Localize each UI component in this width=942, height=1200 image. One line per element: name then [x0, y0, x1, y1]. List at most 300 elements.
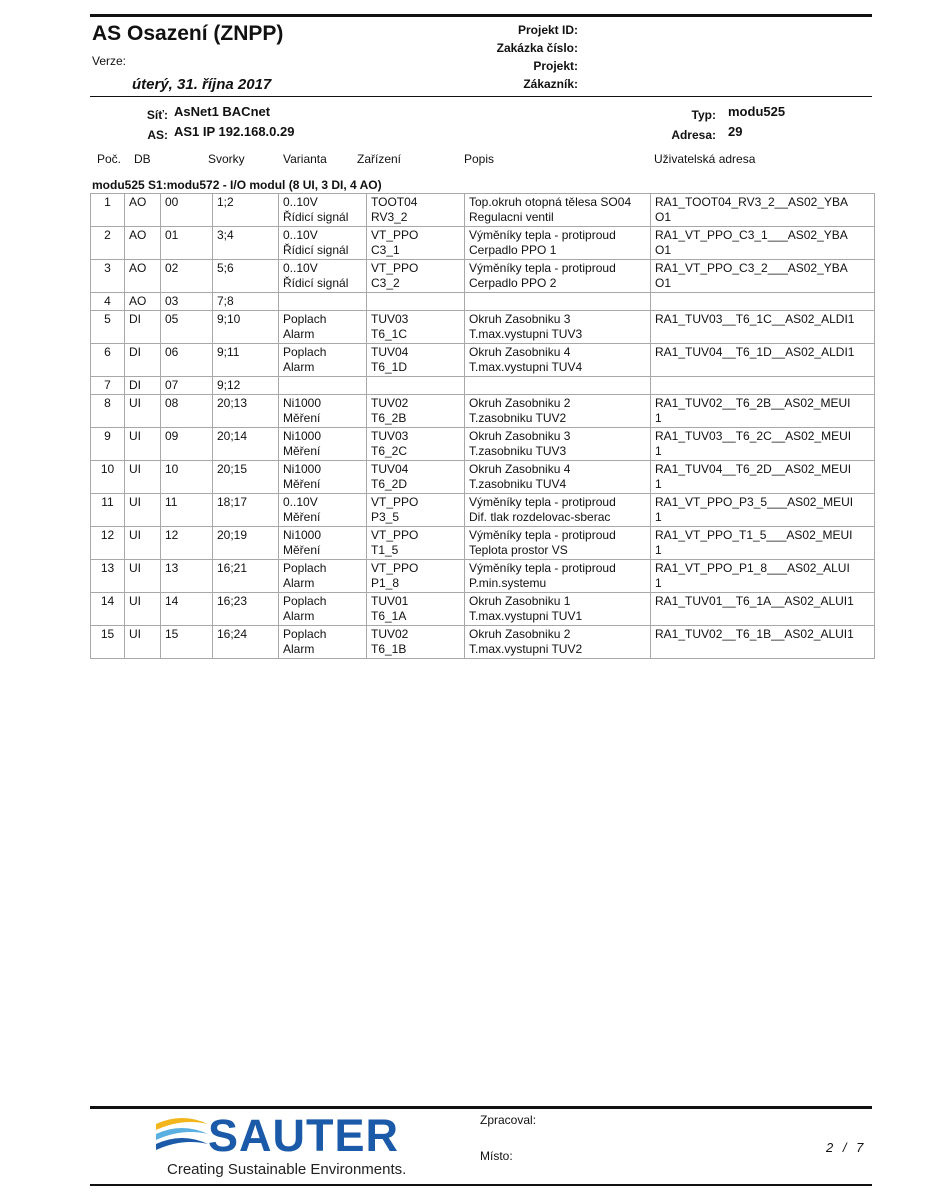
table-row — [91, 377, 875, 395]
cell-svorky-line: 1;2 — [217, 195, 234, 209]
cell-uzivatelska-adresa-line: O1 — [655, 276, 672, 290]
cell-db-line: 11 — [165, 495, 178, 509]
col-header-svorky: Svorky — [208, 152, 245, 166]
cell-uzivatelska-adresa-line: RA1_TUV04__T6_2D__AS02_MEUI — [655, 462, 852, 476]
cell-popis — [465, 461, 651, 494]
cell-zarizeni-line: T6_1B — [371, 642, 407, 656]
cell-popis — [465, 395, 651, 428]
cell-varianta-line: 0..10V — [283, 228, 318, 242]
typ-label: Typ: — [691, 108, 716, 122]
cell-uzivatelska-adresa-line: RA1_TOOT04_RV3_2__AS02_YBA — [655, 195, 849, 209]
cell-db-type-line: AO — [129, 261, 147, 275]
as-value: AS1 IP 192.168.0.29 — [174, 124, 295, 139]
cell-db-type-line: UI — [129, 627, 141, 641]
cell-varianta-line: Ni1000 — [283, 528, 322, 542]
cell-svorky — [213, 560, 279, 593]
cell-db-type — [125, 626, 161, 659]
cell-svorky-line: 9;12 — [217, 378, 241, 392]
cell-poc — [91, 593, 125, 626]
cell-popis-line: Cerpadlo PPO 1 — [469, 243, 557, 257]
cell-popis — [465, 293, 651, 311]
cell-db-type — [125, 461, 161, 494]
table-row — [91, 194, 875, 227]
cell-zarizeni — [367, 194, 465, 227]
cell-poc-line: 4 — [104, 294, 111, 308]
cell-varianta — [279, 461, 367, 494]
cell-popis-line: T.max.vystupni TUV1 — [469, 609, 583, 623]
cell-poc-line: 14 — [100, 594, 115, 608]
cell-svorky-line: 16;21 — [217, 561, 248, 575]
cell-poc — [91, 626, 125, 659]
cell-db-line: 07 — [165, 378, 179, 392]
cell-zarizeni — [367, 527, 465, 560]
cell-svorky-line: 7;8 — [217, 294, 234, 308]
cell-uzivatelska-adresa — [651, 293, 875, 311]
cell-poc-line: 9 — [104, 429, 111, 443]
cell-popis — [465, 494, 651, 527]
cell-uzivatelska-adresa — [651, 344, 875, 377]
cell-zarizeni-line: TUV04 — [371, 345, 409, 359]
cell-svorky-line: 20;15 — [217, 462, 248, 476]
cell-zarizeni-line: VT_PPO — [371, 261, 419, 275]
cell-uzivatelska-adresa — [651, 260, 875, 293]
cell-poc — [91, 293, 125, 311]
cell-popis-line: Teplota prostor VS — [469, 543, 568, 557]
cell-poc-line: 1 — [104, 195, 111, 209]
cell-db-type — [125, 593, 161, 626]
cell-varianta — [279, 344, 367, 377]
table-row — [91, 344, 875, 377]
cell-popis-line: T.max.vystupni TUV2 — [469, 642, 583, 656]
footer-bottom-rule — [90, 1184, 872, 1186]
cell-zarizeni-line: TOOT04 — [371, 195, 418, 209]
table-row — [91, 626, 875, 659]
cell-zarizeni-line: T6_2B — [371, 411, 407, 425]
cell-zarizeni — [367, 560, 465, 593]
cell-poc — [91, 344, 125, 377]
cell-poc — [91, 461, 125, 494]
col-header-poc: Poč. — [97, 152, 122, 166]
report-date: úterý, 31. října 2017 — [132, 76, 272, 93]
table-row — [91, 494, 875, 527]
table-row — [91, 395, 875, 428]
cell-svorky-line: 18;17 — [217, 495, 248, 509]
cell-uzivatelska-adresa-line: 1 — [655, 477, 662, 491]
cell-svorky-line: 9;10 — [217, 312, 241, 326]
zakaznik-label: Zákazník: — [523, 77, 578, 91]
cell-zarizeni-line: TUV03 — [371, 312, 409, 326]
cell-db-type — [125, 293, 161, 311]
cell-poc-line: 6 — [104, 345, 111, 359]
cell-db-type — [125, 311, 161, 344]
cell-varianta-line: Alarm — [283, 642, 315, 656]
adresa-label: Adresa: — [671, 128, 716, 142]
cell-popis — [465, 527, 651, 560]
cell-poc-line: 15 — [100, 627, 115, 641]
cell-uzivatelska-adresa-line: O1 — [655, 210, 672, 224]
header-bottom-rule — [90, 96, 872, 97]
cell-poc — [91, 377, 125, 395]
table-row — [91, 461, 875, 494]
cell-zarizeni — [367, 227, 465, 260]
cell-popis-line: Okruh Zasobniku 4 — [469, 345, 571, 359]
table-row — [91, 560, 875, 593]
cell-db — [161, 377, 213, 395]
cell-zarizeni — [367, 293, 465, 311]
cell-db-line: 08 — [165, 396, 179, 410]
cell-varianta-line: Měření — [283, 510, 321, 524]
cell-db-type — [125, 494, 161, 527]
cell-uzivatelska-adresa — [651, 461, 875, 494]
section-title: modu525 S1:modu572 - I/O modul (8 UI, 3 DI, 4 AO) — [92, 178, 382, 192]
cell-uzivatelska-adresa-line: RA1_TUV03__T6_1C__AS02_ALDI1 — [655, 312, 855, 326]
col-header-popis: Popis — [464, 152, 495, 166]
cell-db-line: 10 — [165, 462, 179, 476]
cell-db-type-line: AO — [129, 294, 147, 308]
table-row — [91, 293, 875, 311]
cell-db — [161, 428, 213, 461]
cell-varianta-line: Poplach — [283, 627, 327, 641]
cell-db-type-line: UI — [129, 495, 141, 509]
typ-value: modu525 — [728, 104, 786, 119]
cell-db — [161, 395, 213, 428]
slogan-text: Creating Sustainable Environments. — [167, 1161, 407, 1178]
cell-zarizeni — [367, 311, 465, 344]
cell-popis-line: T.max.vystupni TUV4 — [469, 360, 583, 374]
cell-varianta-line: Ni1000 — [283, 396, 322, 410]
cell-varianta-line: Měření — [283, 543, 321, 557]
cell-poc-line: 12 — [100, 528, 115, 542]
zpracoval-label: Zpracoval: — [480, 1113, 537, 1127]
cell-zarizeni — [367, 377, 465, 395]
cell-svorky-line: 20;14 — [217, 429, 248, 443]
cell-db — [161, 527, 213, 560]
table-row — [91, 593, 875, 626]
cell-db-type — [125, 377, 161, 395]
cell-db-type-line: UI — [129, 594, 141, 608]
cell-db-line: 00 — [165, 195, 179, 209]
cell-db — [161, 560, 213, 593]
cell-poc-line: 2 — [104, 228, 111, 242]
cell-popis-line: Výměníky tepla - protiproud — [469, 228, 616, 242]
cell-db — [161, 593, 213, 626]
col-header-db: DB — [134, 152, 151, 166]
cell-uzivatelska-adresa-line: RA1_TUV01__T6_1A__AS02_ALUI1 — [655, 594, 854, 608]
cell-zarizeni-line: RV3_2 — [371, 210, 408, 224]
cell-uzivatelska-adresa — [651, 194, 875, 227]
cell-popis — [465, 311, 651, 344]
cell-popis — [465, 593, 651, 626]
cell-db-line: 06 — [165, 345, 179, 359]
cell-uzivatelska-adresa-line: RA1_VT_PPO_P3_5___AS02_MEUI — [655, 495, 854, 509]
cell-zarizeni-line: T6_1D — [371, 360, 408, 374]
cell-svorky — [213, 626, 279, 659]
cell-popis — [465, 428, 651, 461]
cell-poc — [91, 494, 125, 527]
cell-popis-line: Cerpadlo PPO 2 — [469, 276, 557, 290]
cell-poc-line: 11 — [101, 495, 114, 509]
cell-uzivatelska-adresa — [651, 227, 875, 260]
cell-db-type-line: UI — [129, 462, 141, 476]
cell-db-type — [125, 527, 161, 560]
cell-poc — [91, 428, 125, 461]
cell-uzivatelska-adresa — [651, 593, 875, 626]
cell-varianta — [279, 395, 367, 428]
cell-varianta — [279, 626, 367, 659]
cell-varianta-line: Poplach — [283, 561, 327, 575]
cell-db-line: 13 — [165, 561, 179, 575]
sauter-swoosh-icon — [152, 1114, 212, 1158]
cell-popis-line: Dif. tlak rozdelovac-sberac — [469, 510, 611, 524]
cell-poc — [91, 227, 125, 260]
cell-db — [161, 494, 213, 527]
cell-zarizeni — [367, 260, 465, 293]
cell-popis — [465, 560, 651, 593]
cell-svorky — [213, 527, 279, 560]
sauter-logo-text: SAUTER — [208, 1110, 400, 1161]
cell-svorky — [213, 377, 279, 395]
sit-value: AsNet1 BACnet — [174, 104, 271, 119]
cell-uzivatelska-adresa — [651, 560, 875, 593]
cell-popis-line: Okruh Zasobniku 2 — [469, 396, 571, 410]
as-label: AS: — [147, 128, 168, 142]
cell-uzivatelska-adresa-line: 1 — [655, 411, 662, 425]
cell-svorky-line: 9;11 — [217, 345, 240, 359]
cell-db-line: 09 — [165, 429, 179, 443]
cell-popis-line: T.zasobniku TUV3 — [469, 444, 567, 458]
cell-db — [161, 311, 213, 344]
cell-uzivatelska-adresa-line: RA1_TUV02__T6_1B__AS02_ALUI1 — [655, 627, 854, 641]
cell-uzivatelska-adresa-line: RA1_TUV04__T6_1D__AS02_ALDI1 — [655, 345, 855, 359]
table-row — [91, 260, 875, 293]
cell-svorky — [213, 194, 279, 227]
sit-label: Síť: — [146, 108, 168, 122]
cell-poc — [91, 311, 125, 344]
footer-top-rule — [90, 1106, 872, 1109]
cell-uzivatelska-adresa — [651, 527, 875, 560]
page-number: 2 / 7 — [826, 1140, 867, 1155]
cell-varianta-line: Alarm — [283, 609, 315, 623]
cell-db — [161, 626, 213, 659]
cell-popis — [465, 227, 651, 260]
cell-popis — [465, 377, 651, 395]
cell-varianta — [279, 428, 367, 461]
cell-poc-line: 7 — [104, 378, 111, 392]
cell-db-line: 15 — [165, 627, 179, 641]
table-row — [91, 311, 875, 344]
cell-varianta-line: 0..10V — [283, 195, 318, 209]
cell-uzivatelska-adresa-line: 1 — [655, 543, 662, 557]
cell-db-line: 03 — [165, 294, 179, 308]
cell-poc-line: 5 — [104, 312, 111, 326]
cell-db-line: 02 — [165, 261, 179, 275]
cell-popis-line: Okruh Zasobniku 4 — [469, 462, 571, 476]
cell-db-type-line: AO — [129, 195, 147, 209]
cell-varianta-line: Ni1000 — [283, 462, 322, 476]
cell-zarizeni — [367, 428, 465, 461]
cell-varianta-line: Řídicí signál — [283, 210, 349, 224]
cell-db-type — [125, 344, 161, 377]
projekt-label: Projekt: — [533, 59, 578, 73]
cell-zarizeni — [367, 593, 465, 626]
cell-db-type-line: AO — [129, 228, 147, 242]
cell-uzivatelska-adresa-line: RA1_TUV02__T6_2B__AS02_MEUI — [655, 396, 851, 410]
cell-varianta — [279, 377, 367, 395]
cell-svorky-line: 20;13 — [217, 396, 248, 410]
cell-db-type-line: UI — [129, 528, 141, 542]
cell-varianta-line: Alarm — [283, 576, 315, 590]
col-header-zarizeni: Zařízení — [357, 152, 402, 166]
cell-uzivatelska-adresa — [651, 626, 875, 659]
cell-varianta-line: Poplach — [283, 345, 327, 359]
cell-svorky — [213, 494, 279, 527]
cell-varianta-line: Poplach — [283, 594, 327, 608]
cell-zarizeni-line: T6_1C — [371, 327, 408, 341]
page-title: AS Osazení (ZNPP) — [92, 22, 284, 45]
cell-poc — [91, 260, 125, 293]
cell-svorky — [213, 260, 279, 293]
cell-varianta-line: 0..10V — [283, 495, 318, 509]
cell-zarizeni-line: VT_PPO — [371, 495, 419, 509]
cell-popis-line: Okruh Zasobniku 3 — [469, 312, 571, 326]
cell-varianta-line: 0..10V — [283, 261, 318, 275]
projekt-id-label: Projekt ID: — [517, 23, 578, 37]
cell-db-line: 01 — [165, 228, 179, 242]
cell-uzivatelska-adresa — [651, 395, 875, 428]
cell-db-type — [125, 194, 161, 227]
table-row — [91, 227, 875, 260]
cell-popis — [465, 260, 651, 293]
cell-db — [161, 344, 213, 377]
cell-uzivatelska-adresa — [651, 494, 875, 527]
cell-varianta-line: Řídicí signál — [283, 276, 349, 290]
zakazka-label: Zakázka číslo: — [496, 41, 578, 55]
cell-zarizeni-line: VT_PPO — [371, 228, 419, 242]
cell-varianta-line: Měření — [283, 477, 321, 491]
cell-varianta-line: Měření — [283, 444, 321, 458]
cell-popis — [465, 344, 651, 377]
cell-uzivatelska-adresa — [651, 311, 875, 344]
cell-db-type — [125, 560, 161, 593]
cell-poc-line: 13 — [100, 561, 115, 575]
cell-zarizeni-line: TUV04 — [371, 462, 409, 476]
cell-svorky-line: 20;19 — [217, 528, 248, 542]
cell-varianta — [279, 494, 367, 527]
cell-zarizeni-line: T6_1A — [371, 609, 407, 623]
cell-uzivatelska-adresa — [651, 428, 875, 461]
cell-poc-line: 10 — [100, 462, 115, 476]
cell-db-type-line: DI — [129, 378, 141, 392]
cell-db — [161, 227, 213, 260]
cell-zarizeni-line: P3_5 — [371, 510, 400, 524]
cell-uzivatelska-adresa-line: 1 — [655, 510, 662, 524]
cell-zarizeni — [367, 395, 465, 428]
cell-db-type-line: DI — [129, 312, 141, 326]
cell-varianta — [279, 593, 367, 626]
cell-varianta-line: Ni1000 — [283, 429, 322, 443]
cell-popis — [465, 626, 651, 659]
cell-svorky — [213, 293, 279, 311]
cell-popis-line: Regulacni ventil — [469, 210, 554, 224]
cell-svorky-line: 5;6 — [217, 261, 234, 275]
verze-label: Verze: — [92, 54, 127, 68]
cell-zarizeni-line: C3_1 — [371, 243, 400, 257]
cell-poc — [91, 395, 125, 428]
cell-svorky — [213, 227, 279, 260]
cell-svorky — [213, 461, 279, 494]
cell-uzivatelska-adresa — [651, 377, 875, 395]
adresa-value: 29 — [728, 124, 743, 139]
cell-svorky — [213, 428, 279, 461]
cell-db — [161, 293, 213, 311]
cell-svorky — [213, 344, 279, 377]
cell-popis-line: Výměníky tepla - protiproud — [469, 261, 616, 275]
cell-svorky — [213, 311, 279, 344]
cell-uzivatelska-adresa-line: RA1_VT_PPO_T1_5___AS02_MEUI — [655, 528, 853, 542]
cell-db-type-line: UI — [129, 561, 141, 575]
cell-db-line: 05 — [165, 312, 179, 326]
cell-svorky-line: 16;23 — [217, 594, 248, 608]
cell-varianta-line: Měření — [283, 411, 321, 425]
cell-poc-line: 3 — [104, 261, 111, 275]
cell-db — [161, 461, 213, 494]
table-row — [91, 428, 875, 461]
cell-db-type-line: UI — [129, 429, 141, 443]
cell-zarizeni-line: TUV01 — [371, 594, 409, 608]
cell-svorky — [213, 593, 279, 626]
cell-zarizeni-line: VT_PPO — [371, 528, 419, 542]
cell-uzivatelska-adresa-line: RA1_VT_PPO_P1_8___AS02_ALUI — [655, 561, 850, 575]
cell-poc — [91, 527, 125, 560]
cell-db — [161, 194, 213, 227]
cell-db-type — [125, 227, 161, 260]
cell-varianta-line: Alarm — [283, 327, 315, 341]
cell-popis-line: P.min.systemu — [469, 576, 547, 590]
cell-varianta — [279, 194, 367, 227]
cell-db-type-line: DI — [129, 345, 141, 359]
cell-varianta — [279, 293, 367, 311]
cell-uzivatelska-adresa-line: 1 — [655, 444, 662, 458]
cell-db-line: 12 — [165, 528, 179, 542]
cell-varianta — [279, 527, 367, 560]
col-header-uzivatelska-adresa: Uživatelská adresa — [654, 152, 756, 166]
cell-popis-line: Okruh Zasobniku 2 — [469, 627, 571, 641]
cell-zarizeni-line: TUV02 — [371, 627, 409, 641]
cell-uzivatelska-adresa-line: RA1_VT_PPO_C3_1___AS02_YBA — [655, 228, 848, 242]
cell-poc — [91, 560, 125, 593]
cell-db-type — [125, 260, 161, 293]
cell-zarizeni-line: C3_2 — [371, 276, 400, 290]
cell-popis — [465, 194, 651, 227]
cell-poc-line: 8 — [104, 396, 111, 410]
cell-popis-line: Okruh Zasobniku 3 — [469, 429, 571, 443]
cell-zarizeni — [367, 626, 465, 659]
misto-label: Místo: — [480, 1149, 513, 1163]
cell-popis-line: Výměníky tepla - protiproud — [469, 528, 616, 542]
cell-zarizeni-line: TUV03 — [371, 429, 409, 443]
cell-varianta-line: Řídicí signál — [283, 243, 349, 257]
cell-zarizeni-line: TUV02 — [371, 396, 409, 410]
cell-zarizeni-line: VT_PPO — [371, 561, 419, 575]
cell-svorky-line: 3;4 — [217, 228, 234, 242]
cell-db-type — [125, 428, 161, 461]
cell-svorky — [213, 395, 279, 428]
cell-varianta — [279, 227, 367, 260]
col-header-varianta: Varianta — [283, 152, 327, 166]
cell-popis-line: T.zasobniku TUV4 — [469, 477, 567, 491]
cell-popis-line: Top.okruh otopná tělesa SO04 — [469, 195, 632, 209]
cell-varianta — [279, 560, 367, 593]
